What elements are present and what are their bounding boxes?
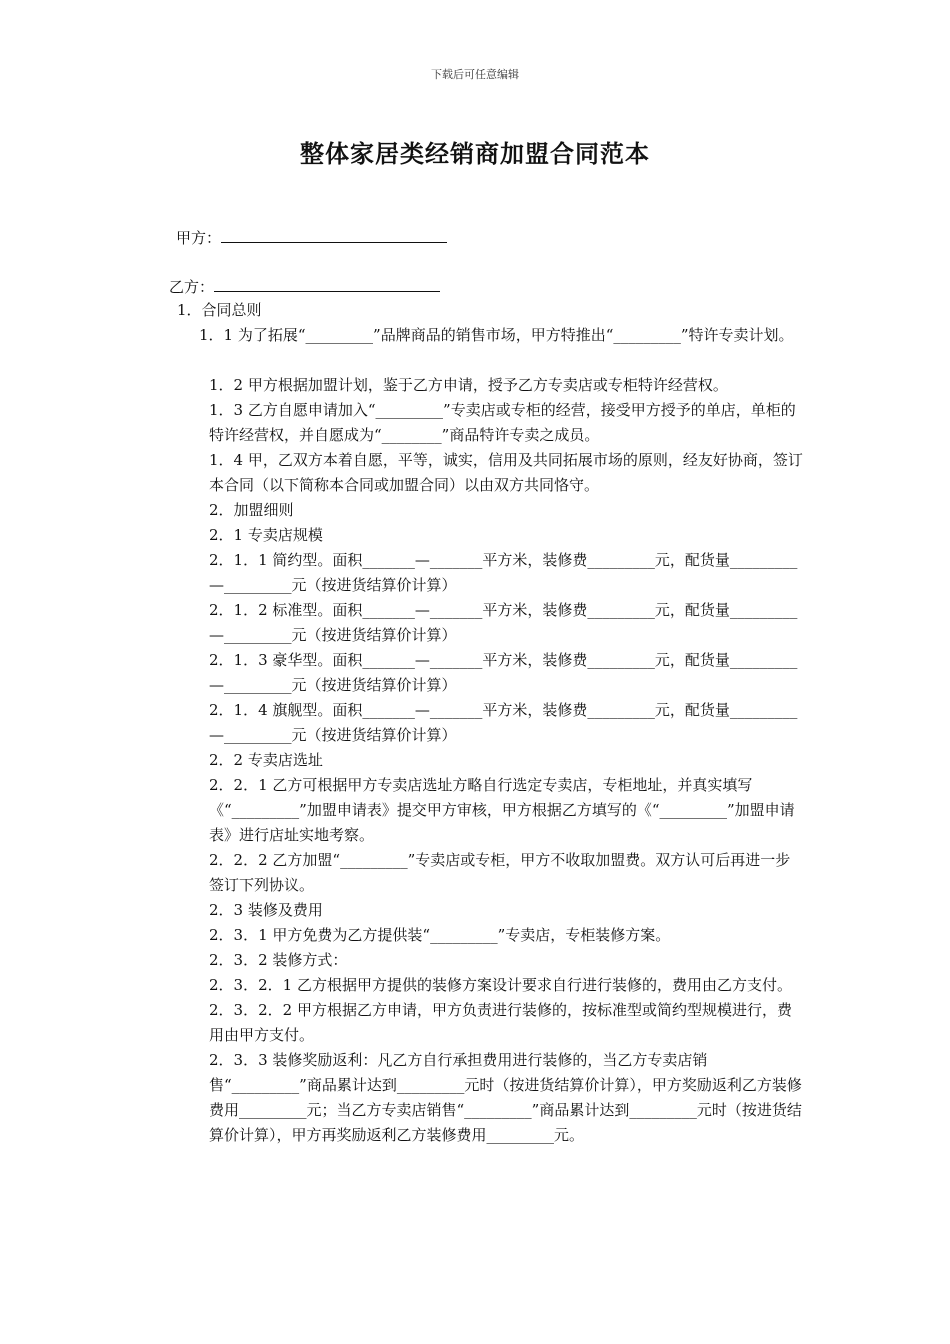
clause-paragraph: 2．2．1 乙方可根据甲方专卖店选址方略自行选定专卖店，专柜地址，并真实填写《“_________”加盟申请表》提交甲方审核，甲方根据乙方填写的《“_________”加盟申请表》进行店址实地考察。 xyxy=(209,776,795,844)
clause-paragraph: 2．1．1 简约型。面积_______—_______平方米，装修费_________元，配货量_________—_________元（按进货结算价计算） xyxy=(209,551,798,594)
clause-paragraph: 2．1 专卖店规模 xyxy=(209,526,323,544)
clause-paragraph: 2．1．3 豪华型。面积_______—_______平方米，装修费_________元，配货量_________—_________元（按进货结算价计算） xyxy=(209,651,798,694)
clause-paragraph: 2．3 装修及费用 xyxy=(209,901,323,919)
page-header: 下载后可任意编辑 xyxy=(431,68,519,81)
clause-paragraph: 1．1 为了拓展“_________”品牌商品的销售市场，甲方特推出“_________”特许专卖计划。 xyxy=(199,326,794,344)
clause-paragraph: 2．1．4 旗舰型。面积_______—_______平方米，装修费_________元，配货量_________—_________元（按进货结算价计算） xyxy=(209,701,798,744)
clause-paragraph: 1．3 乙方自愿申请加入“_________”专卖店或专柜的经营，接受甲方授予的单店，单柜的特许经营权，并自愿成为“________”商品特许专卖之成员。 xyxy=(209,401,796,444)
clause-paragraph: 2．3．2 装修方式： xyxy=(209,951,348,969)
clause-paragraph: 2．2．2 乙方加盟“_________”专卖店或专柜，甲方不收取加盟费。双方认可后再进一步签订下列协议。 xyxy=(209,851,791,894)
party-b-line xyxy=(169,276,440,297)
clause-paragraph: 2．2 专卖店选址 xyxy=(209,751,323,769)
party-b-blank xyxy=(214,277,440,292)
party-a-label: 甲方： xyxy=(176,229,222,247)
clause-paragraph: 2．1．2 标准型。面积_______—_______平方米，装修费_________元，配货量_________—_________元（按进货结算价计算） xyxy=(209,601,798,644)
document-title: 整体家居类经销商加盟合同范本 xyxy=(300,140,650,168)
clause-paragraph: 1．2 甲方根据加盟计划，鉴于乙方申请，授予乙方专卖店或专柜特许经营权。 xyxy=(209,376,728,394)
clause-paragraph: 2．3．2．1 乙方根据甲方提供的装修方案设计要求自行进行装修的，费用由乙方支付。 xyxy=(209,976,792,994)
contract-body xyxy=(145,298,805,1148)
clause-paragraph: 2．3．1 甲方免费为乙方提供装“_________”专卖店，专柜装修方案。 xyxy=(209,926,671,944)
clause-paragraph: 2．3．3 装修奖励返利：凡乙方自行承担费用进行装修的，当乙方专卖店销售“_________”商品累计达到_________元时（按进货结算价计算），甲方奖励返利乙方装修费用_________元；当乙方专卖店销售“_________”商品累计达到_________元时（按进货结算价计算），甲方再奖励返利乙方装修费用_________元。 xyxy=(209,1051,802,1144)
clause-paragraph: 2．加盟细则 xyxy=(209,501,294,519)
party-b-label: 乙方： xyxy=(169,278,215,296)
clause-paragraph: 2．3．2．2 甲方根据乙方申请，甲方负责进行装修的，按标准型或简约型规模进行，费用由甲方支付。 xyxy=(209,1001,792,1044)
party-a-line xyxy=(176,227,447,248)
clause-paragraph: 1．合同总则 xyxy=(177,301,262,319)
clause-paragraph: 1．4 甲，乙双方本着自愿，平等，诚实，信用及共同拓展市场的原则，经友好协商，签订本合同（以下简称本合同或加盟合同）以由双方共同恪守。 xyxy=(209,451,803,494)
party-a-blank xyxy=(221,228,447,243)
paragraph-gap xyxy=(145,348,805,373)
